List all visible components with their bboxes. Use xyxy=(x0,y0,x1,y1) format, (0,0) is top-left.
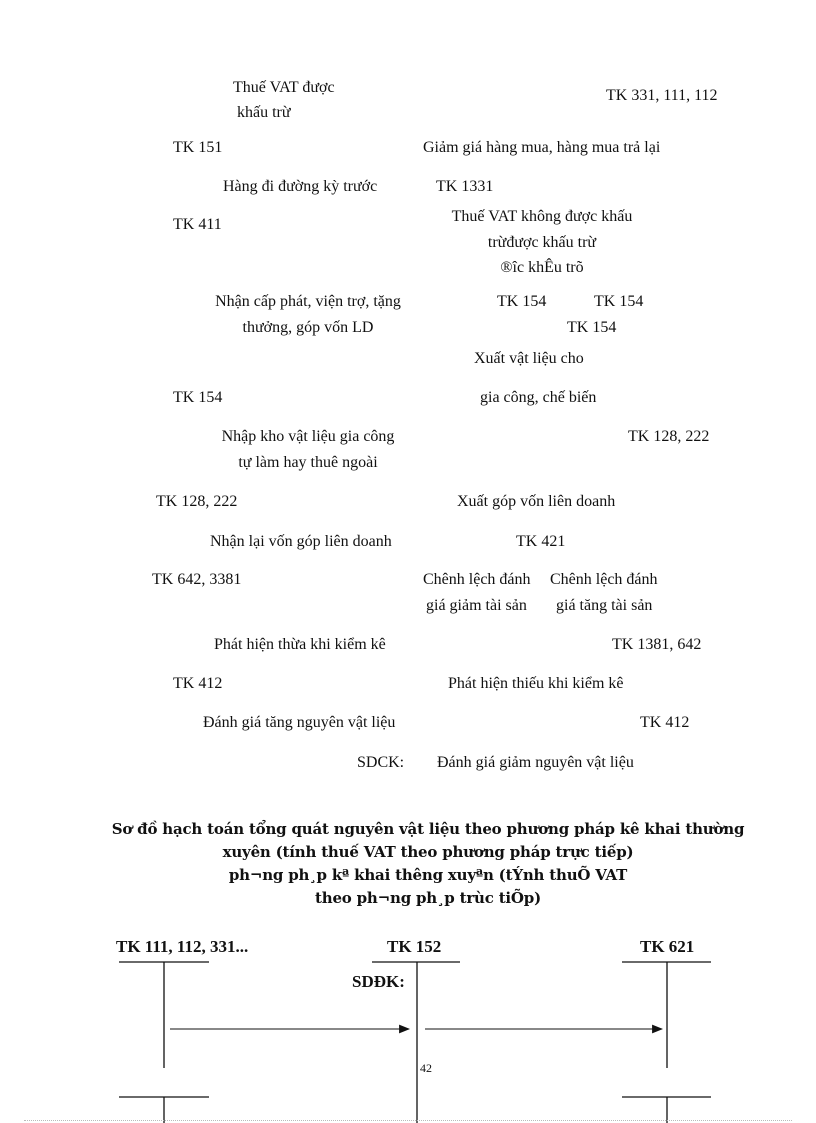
import-processing-line1: Nhập kho vật liệu gia công xyxy=(221,428,395,445)
account-tk-421: TK 421 xyxy=(516,533,566,550)
revalue-down-line2: giá giảm tài sản xyxy=(426,597,527,614)
import-processing-line2: tự làm hay thuê ngoài xyxy=(238,454,378,471)
title-line-3: ph¬ng ph¸p kª khai thêng xuyªn (tÝnh thuÕ VAT xyxy=(228,866,628,884)
account-head-tk-621: TK 621 xyxy=(640,937,695,956)
account-tk-154-b: TK 154 xyxy=(594,293,644,310)
account-tk-128-222-left: TK 128, 222 xyxy=(156,493,238,510)
account-tk-151: TK 151 xyxy=(173,139,223,156)
revalue-increase-label: Đánh giá tăng nguyên vật liệu xyxy=(203,714,396,731)
title-line-1: Sơ đồ hạch toán tổng quát nguyên vật liệu theo phương pháp kê khai thường xyxy=(111,820,745,838)
shortage-label: Phát hiện thiếu khi kiểm kê xyxy=(448,675,624,692)
goods-in-transit-label: Hàng đi đường kỳ trước xyxy=(223,178,378,195)
received-grant-line1: Nhận cấp phát, viện trợ, tặng xyxy=(215,293,401,310)
issue-processing-line1: Xuất vật liệu cho xyxy=(474,350,584,367)
vat-deductible-line1: Thuế VAT được xyxy=(233,79,335,96)
account-tk-154-c: TK 154 xyxy=(567,319,617,336)
vat-nondeductible-line1: Thuế VAT không được khấu xyxy=(451,208,633,225)
return-joint-venture-label: Nhận lại vốn góp liên doanh xyxy=(210,533,392,550)
page-number: 42 xyxy=(420,1061,432,1075)
sddk-label: SDĐK: xyxy=(352,972,405,991)
account-tk-412-right: TK 412 xyxy=(640,714,690,731)
revalue-decrease-label: Đánh giá giảm nguyên vật liệu xyxy=(437,754,634,771)
account-tk-412-left: TK 412 xyxy=(173,675,223,692)
title-line-2: xuyên (tính thuế VAT theo phương pháp trực tiếp) xyxy=(222,843,634,861)
revalue-up-line1: Chênh lệch đánh xyxy=(550,571,658,588)
surplus-label: Phát hiện thừa khi kiểm kê xyxy=(214,636,386,653)
issue-joint-venture-label: Xuất góp vốn liên doanh xyxy=(457,493,616,510)
vat-deductible-line2: khấu trừ xyxy=(237,104,291,121)
title-line-4: theo ph¬ng ph¸p trùc tiÕp) xyxy=(315,889,541,907)
page-footer-divider xyxy=(24,1120,792,1121)
revalue-down-line1: Chênh lệch đánh xyxy=(423,571,531,588)
revalue-up-line2: giá tăng tài sản xyxy=(556,597,653,614)
vat-nondeductible-line2: trừđược khấu trừ xyxy=(487,234,597,251)
received-grant-line2: thưởng, góp vốn LD xyxy=(242,319,374,336)
account-head-tk-152: TK 152 xyxy=(387,937,442,956)
account-head-tk-111-112-331: TK 111, 112, 331... xyxy=(116,937,249,956)
account-tk-642-3381: TK 642, 3381 xyxy=(152,571,242,588)
account-tk-154-left: TK 154 xyxy=(173,389,223,406)
sdck-label: SDCK: xyxy=(357,754,405,771)
account-tk-331-111-112: TK 331, 111, 112 xyxy=(606,87,718,104)
account-tk-154-a: TK 154 xyxy=(497,293,547,310)
price-reduction-label: Giảm giá hàng mua, hàng mua trả lại xyxy=(423,139,661,156)
account-tk-411: TK 411 xyxy=(173,216,222,233)
issue-processing-line2: gia công, chế biến xyxy=(480,389,597,406)
vat-nondeductible-line3: ®îc khÊu trõ xyxy=(500,259,584,276)
account-tk-1331: TK 1331 xyxy=(436,178,494,195)
account-tk-128-222-right: TK 128, 222 xyxy=(628,428,710,445)
account-tk-1381-642: TK 1381, 642 xyxy=(612,636,702,653)
